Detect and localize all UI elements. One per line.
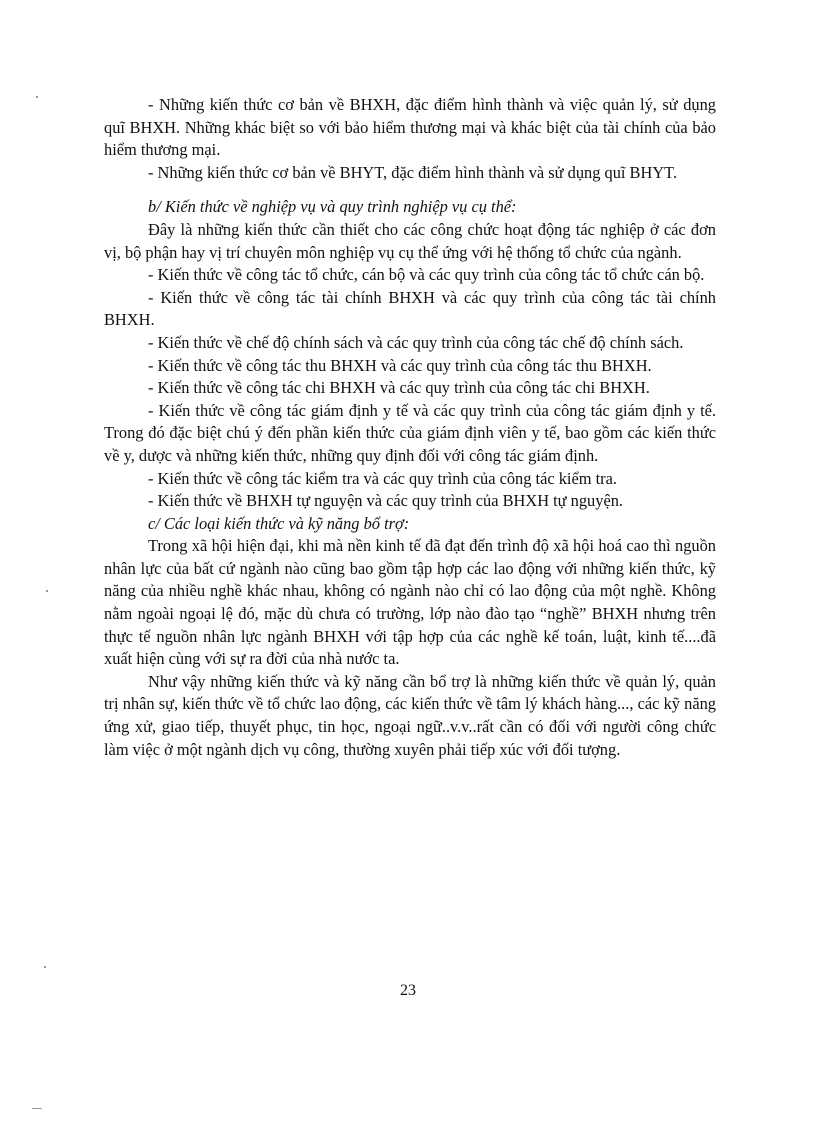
list-item: - Kiến thức về công tác kiểm tra và các quy trình của công tác kiểm tra. [148,468,617,488]
list-item: - Kiến thức về công tác tổ chức, cán bộ và các quy trình của công tác tổ chức cán bộ. [148,265,705,285]
spacer [104,184,716,196]
paragraph: - Những kiến thức cơ bản về BHXH, đặc điểm hình thành và việc quản lý, sử dụng quĩ BHXH. Những khác biệt so với bảo hiểm thương mại và khác biệt của tài chính của bảo hiểm thương mại. [104,95,716,160]
scan-speck [46,590,48,592]
paragraph: - Những kiến thức cơ bản về BHYT, đặc điểm hình thành và sử dụng quĩ BHYT. [148,162,678,182]
scan-speck [32,1108,42,1109]
paragraph: Như vậy những kiến thức và kỹ năng cần bổ trợ là những kiến thức về quản lý, quản trị nhân sự, kiến thức về tổ chức lao động, các kiến thức về tâm lý khách hàng..., các kỹ năng ứng xử, giao tiếp, thuyết phục, tin học, ngoại ngữ..v.v..rất cần có đối với người công chức làm việc ở một ngành dịch vụ công, thường xuyên phải tiếp xúc với đối tượng. [104,671,716,759]
paragraph: Đây là những kiến thức cần thiết cho các công chức hoạt động tác nghiệp ở các đơn vị, bộ phận hay vị trí chuyên môn nghiệp vụ cụ thể ứng với hệ thống tổ chức của ngành. [104,219,716,262]
scan-speck [36,96,38,98]
list-item: - Kiến thức về công tác tài chính BHXH và các quy trình của công tác tài chính BHXH. [104,287,716,330]
list-item: - Kiến thức về công tác giám định y tế và các quy trình của công tác giám định y tế. Trong đó đặc biệt chú ý đến phần kiến thức của giám định viên y tế, bao gồm các kiến thức về y, dược và những kiến thức, những quy định đối với công tác giám định. [104,400,716,465]
section-b-heading: b/ Kiến thức về nghiệp vụ và quy trình nghiệp vụ cụ thể: [148,197,517,217]
list-item: - Kiến thức về công tác thu BHXH và các quy trình của công tác thu BHXH. [148,355,652,375]
list-item: - Kiến thức về chế độ chính sách và các quy trình của công tác chế độ chính sách. [148,332,684,352]
list-item: - Kiến thức về công tác chi BHXH và các quy trình của công tác chi BHXH. [148,378,650,398]
document-body [104,94,716,761]
list-item: - Kiến thức về BHXH tự nguyện và các quy trình của BHXH tự nguyện. [148,491,624,511]
scan-speck [44,966,46,968]
paragraph: Trong xã hội hiện đại, khi mà nền kinh tế đã đạt đến trình độ xã hội hoá cao thì nguồn nhân lực của bất cứ ngành nào cũng bao gồm tập hợp các lao động với những kiến thức, kỹ năng của nhiều nghề khác nhau, không có ngành nào chỉ có lao động của một nghề. Không nằm ngoài ngoại lệ đó, mặc dù chưa có trường, lớp nào đào tạo “nghề” BHXH nhưng trên thực tế nguồn nhân lực ngành BHXH với tập hợp của các nghề kế toán, luật, kinh tế....đã xuất hiện cùng với sự ra đời của nhà nước ta. [104,536,716,669]
page-number: 23 [400,982,416,999]
section-c-heading: c/ Các loại kiến thức và kỹ năng bổ trợ: [148,513,410,533]
